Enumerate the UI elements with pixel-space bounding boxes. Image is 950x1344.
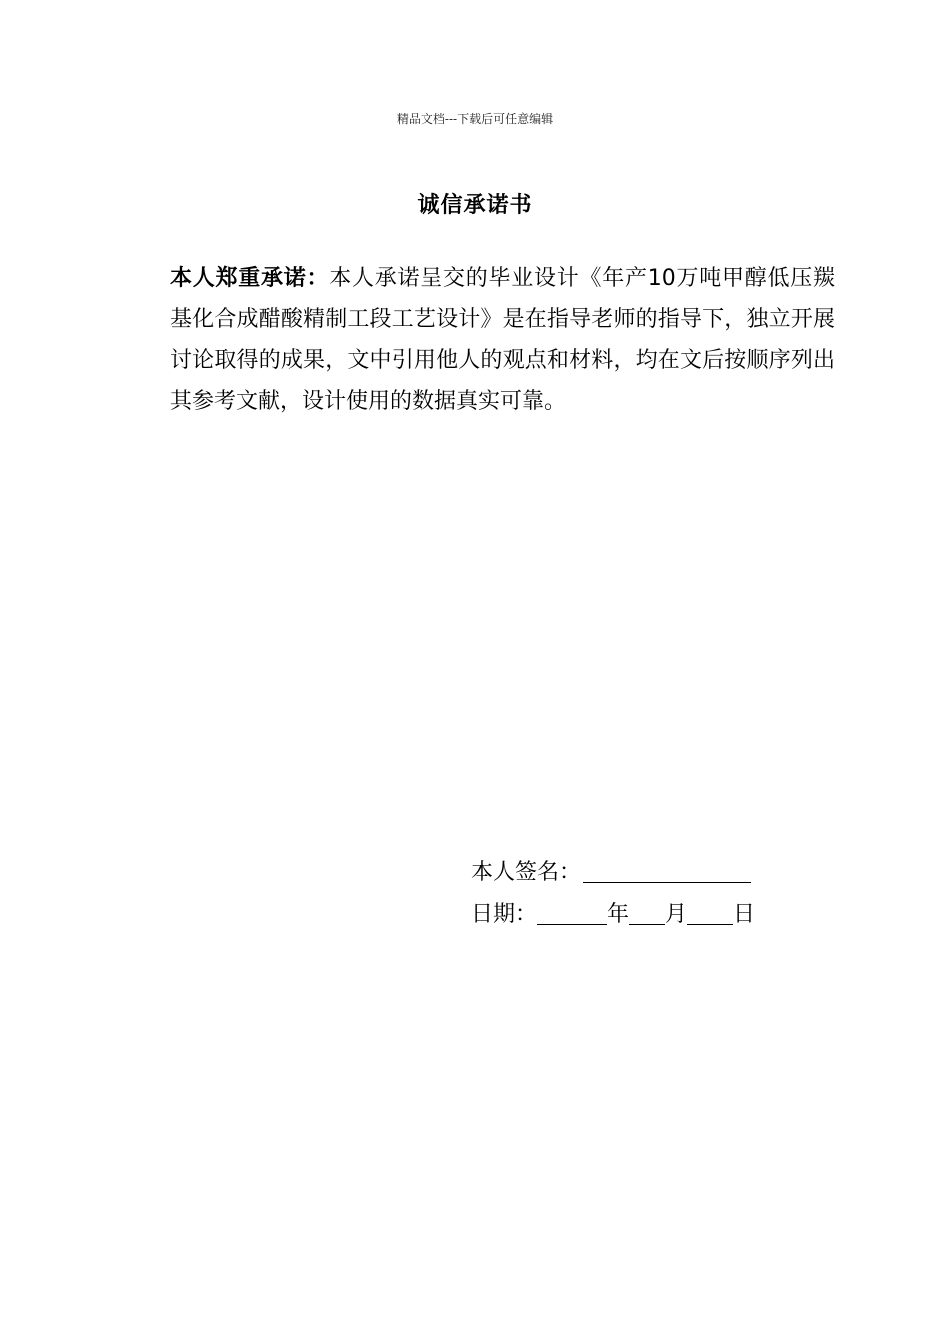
date-month-label: 月 xyxy=(665,902,688,927)
date-year-label: 年 xyxy=(607,902,630,927)
page-title: 诚信承诺书 xyxy=(417,193,533,218)
date-month-field[interactable] xyxy=(629,894,665,925)
pledge-paragraph xyxy=(170,258,835,422)
signature-name-row xyxy=(471,852,755,894)
date-day-field[interactable] xyxy=(687,894,733,925)
pledge-lead: 本人郑重承诺： xyxy=(170,266,330,291)
signature-date-row xyxy=(471,894,755,936)
signature-date-label: 日期： xyxy=(471,902,538,927)
header-note: 精品文档---下载后可任意编辑 xyxy=(396,112,554,126)
date-year-field[interactable] xyxy=(537,894,607,925)
pledge-body: 本人承诺呈交的毕业设计《年产10万吨甲醇低压羰基化合成醋酸精制工段工艺设计》是在指导老师的指导下，独立开展讨论取得的成果，文中引用他人的观点和材料，均在文后按顺序列出其参考文献，设计使用的数据真实可靠。 xyxy=(170,266,835,414)
date-day-label: 日 xyxy=(733,902,756,927)
signature-block xyxy=(471,852,755,936)
signature-name-field[interactable] xyxy=(583,852,751,883)
signature-name-label: 本人签名： xyxy=(471,860,582,885)
